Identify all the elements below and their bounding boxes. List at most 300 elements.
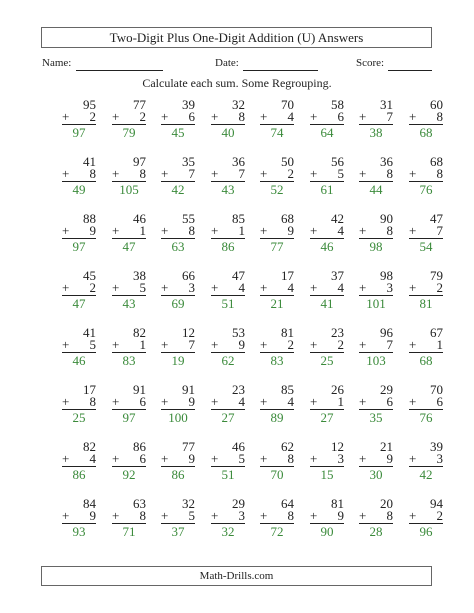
addend-value: 8 — [386, 166, 393, 181]
addend-value: 7 — [188, 337, 195, 352]
problem-4-7 — [353, 270, 393, 310]
answer: 43 — [221, 182, 235, 197]
addend-bottom — [106, 510, 146, 522]
addend-top: 39 — [182, 97, 195, 112]
answer: 25 — [72, 410, 86, 425]
addend-top: 79 — [430, 268, 443, 283]
date-label: Date: — [215, 57, 239, 69]
instructions: Calculate each sum. Some Regrouping. — [142, 76, 332, 90]
addend-value: 7 — [386, 337, 393, 352]
addend-value: 2 — [139, 109, 146, 124]
addend-value: 4 — [287, 109, 294, 124]
addend-top: 88 — [83, 211, 96, 226]
addend-bottom — [353, 453, 393, 465]
answer: 83 — [122, 353, 136, 368]
problem-2-7 — [353, 156, 393, 196]
addend-bottom — [403, 225, 443, 237]
addend-value: 1 — [139, 223, 146, 238]
addend-value: 2 — [89, 280, 96, 295]
plus-sign: + — [409, 109, 417, 124]
addend-top: 41 — [83, 154, 96, 169]
problem-2-4 — [205, 156, 245, 196]
answer: 97 — [72, 239, 86, 254]
addend-value: 5 — [188, 508, 195, 523]
answer: 97 — [72, 125, 86, 140]
plus-sign: + — [112, 280, 120, 295]
addend-bottom — [106, 168, 146, 180]
addend-value: 2 — [337, 337, 344, 352]
addend-value: 5 — [139, 280, 146, 295]
addend-value: 6 — [386, 394, 393, 409]
plus-sign: + — [310, 508, 318, 523]
answer: 68 — [419, 353, 433, 368]
addend-top: 82 — [83, 439, 96, 454]
addend-value: 4 — [238, 280, 245, 295]
problem-8-5 — [254, 498, 294, 538]
score-label: Score: — [356, 57, 385, 69]
addend-bottom — [254, 453, 294, 465]
problem-4-5 — [254, 270, 294, 310]
plus-sign: + — [359, 223, 367, 238]
addend-top: 70 — [281, 97, 294, 112]
plus-sign: + — [409, 451, 417, 466]
addend-top: 81 — [331, 496, 344, 511]
answer: 45 — [171, 125, 185, 140]
answer: 51 — [221, 467, 235, 482]
addend-top: 90 — [380, 211, 393, 226]
answer: 101 — [366, 296, 386, 311]
addend-bottom — [56, 396, 96, 408]
addend-top: 66 — [182, 268, 195, 283]
plus-sign: + — [62, 223, 70, 238]
addend-bottom — [304, 168, 344, 180]
addend-bottom — [56, 168, 96, 180]
addend-top: 70 — [430, 382, 443, 397]
answer: 96 — [419, 524, 433, 539]
addend-value: 7 — [238, 166, 245, 181]
addend-value: 5 — [89, 337, 96, 352]
problem-1-2 — [106, 99, 146, 139]
addend-bottom — [155, 396, 195, 408]
addend-bottom — [106, 225, 146, 237]
addend-value: 5 — [238, 451, 245, 466]
problem-3-8 — [403, 213, 443, 253]
plus-sign: + — [112, 451, 120, 466]
addend-bottom — [403, 510, 443, 522]
addend-top: 47 — [232, 268, 245, 283]
addend-bottom — [205, 282, 245, 294]
addend-top: 81 — [281, 325, 294, 340]
answer: 64 — [320, 125, 334, 140]
addend-value: 2 — [89, 109, 96, 124]
problem-6-7 — [353, 384, 393, 424]
addend-top: 67 — [430, 325, 443, 340]
addend-bottom — [205, 396, 245, 408]
addend-top: 68 — [281, 211, 294, 226]
plus-sign: + — [112, 394, 120, 409]
addend-bottom — [304, 396, 344, 408]
addend-bottom — [254, 396, 294, 408]
problem-6-5 — [254, 384, 294, 424]
problem-5-1 — [56, 327, 96, 367]
problem-2-5 — [254, 156, 294, 196]
addend-value: 4 — [287, 394, 294, 409]
addend-bottom — [205, 111, 245, 123]
plus-sign: + — [161, 451, 169, 466]
answer: 92 — [122, 467, 136, 482]
answer: 15 — [320, 467, 334, 482]
addend-top: 58 — [331, 97, 344, 112]
answer: 42 — [171, 182, 185, 197]
plus-sign: + — [62, 451, 70, 466]
answer: 100 — [168, 410, 188, 425]
addend-top: 63 — [133, 496, 146, 511]
plus-sign: + — [359, 394, 367, 409]
problem-7-2 — [106, 441, 146, 481]
answer: 61 — [320, 182, 334, 197]
answer: 76 — [419, 182, 433, 197]
addend-value: 3 — [436, 451, 443, 466]
problem-1-4 — [205, 99, 245, 139]
answer: 103 — [366, 353, 386, 368]
plus-sign: + — [409, 394, 417, 409]
problem-6-6 — [304, 384, 344, 424]
worksheet-title: Two-Digit Plus One-Digit Addition (U) Answers — [41, 27, 432, 48]
addend-value: 7 — [188, 166, 195, 181]
addend-value: 3 — [337, 451, 344, 466]
problem-7-4 — [205, 441, 245, 481]
addend-value: 9 — [89, 223, 96, 238]
addend-top: 56 — [331, 154, 344, 169]
problem-5-7 — [353, 327, 393, 367]
plus-sign: + — [409, 223, 417, 238]
plus-sign: + — [260, 280, 268, 295]
answer: 42 — [419, 467, 433, 482]
addend-bottom — [304, 339, 344, 351]
addend-top: 41 — [83, 325, 96, 340]
addend-top: 62 — [281, 439, 294, 454]
answer: 47 — [72, 296, 86, 311]
addend-value: 8 — [238, 109, 245, 124]
addend-top: 36 — [380, 154, 393, 169]
answer: 72 — [270, 524, 284, 539]
addend-value: 1 — [436, 337, 443, 352]
problem-1-1 — [56, 99, 96, 139]
addend-top: 45 — [83, 268, 96, 283]
addend-bottom — [254, 339, 294, 351]
plus-sign: + — [260, 394, 268, 409]
answer: 83 — [270, 353, 284, 368]
problem-4-8 — [403, 270, 443, 310]
addend-top: 97 — [133, 154, 146, 169]
addend-value: 9 — [188, 394, 195, 409]
plus-sign: + — [409, 508, 417, 523]
addend-bottom — [353, 510, 393, 522]
addend-top: 32 — [182, 496, 195, 511]
answer: 97 — [122, 410, 136, 425]
answer: 71 — [122, 524, 136, 539]
answer: 93 — [72, 524, 86, 539]
addend-top: 85 — [281, 382, 294, 397]
plus-sign: + — [112, 508, 120, 523]
addend-bottom — [106, 453, 146, 465]
addend-bottom — [155, 111, 195, 123]
addend-value: 2 — [436, 508, 443, 523]
plus-sign: + — [409, 166, 417, 181]
addend-bottom — [403, 111, 443, 123]
plus-sign: + — [260, 451, 268, 466]
answer: 46 — [320, 239, 334, 254]
addend-bottom — [106, 339, 146, 351]
addend-top: 29 — [232, 496, 245, 511]
addend-bottom — [106, 282, 146, 294]
problem-5-4 — [205, 327, 245, 367]
addend-value: 8 — [89, 166, 96, 181]
problem-6-2 — [106, 384, 146, 424]
addend-bottom — [106, 111, 146, 123]
plus-sign: + — [260, 508, 268, 523]
answer: 27 — [221, 410, 235, 425]
addend-bottom — [56, 510, 96, 522]
name-label: Name: — [42, 57, 72, 69]
addend-top: 23 — [331, 325, 344, 340]
problem-3-1 — [56, 213, 96, 253]
problem-5-8 — [403, 327, 443, 367]
addend-top: 12 — [182, 325, 195, 340]
addend-bottom — [155, 510, 195, 522]
addend-value: 3 — [188, 280, 195, 295]
problem-8-6 — [304, 498, 344, 538]
addend-top: 82 — [133, 325, 146, 340]
addend-bottom — [205, 225, 245, 237]
addend-value: 4 — [337, 223, 344, 238]
addend-value: 8 — [386, 508, 393, 523]
addend-value: 6 — [139, 394, 146, 409]
plus-sign: + — [112, 337, 120, 352]
addend-value: 8 — [89, 394, 96, 409]
problem-4-1 — [56, 270, 96, 310]
addend-bottom — [304, 111, 344, 123]
problem-3-3 — [155, 213, 195, 253]
addend-top: 17 — [83, 382, 96, 397]
addend-top: 77 — [133, 97, 146, 112]
addend-value: 2 — [287, 166, 294, 181]
addend-value: 1 — [238, 223, 245, 238]
problem-2-3 — [155, 156, 195, 196]
addend-top: 46 — [133, 211, 146, 226]
answer: 68 — [419, 125, 433, 140]
problem-8-7 — [353, 498, 393, 538]
addend-top: 21 — [380, 439, 393, 454]
addend-bottom — [254, 111, 294, 123]
plus-sign: + — [310, 109, 318, 124]
problem-2-6 — [304, 156, 344, 196]
answer: 32 — [221, 524, 235, 539]
answer: 77 — [270, 239, 284, 254]
addend-value: 8 — [386, 223, 393, 238]
addend-value: 6 — [139, 451, 146, 466]
addend-value: 4 — [337, 280, 344, 295]
addend-top: 68 — [430, 154, 443, 169]
plus-sign: + — [359, 166, 367, 181]
answer: 52 — [270, 182, 284, 197]
answer: 63 — [171, 239, 185, 254]
addend-value: 8 — [436, 166, 443, 181]
plus-sign: + — [62, 508, 70, 523]
addend-bottom — [304, 225, 344, 237]
addend-top: 91 — [182, 382, 195, 397]
plus-sign: + — [211, 508, 219, 523]
addend-top: 95 — [83, 97, 96, 112]
plus-sign: + — [310, 280, 318, 295]
answer: 30 — [369, 467, 383, 482]
addend-bottom — [304, 282, 344, 294]
problem-6-1 — [56, 384, 96, 424]
addend-top: 42 — [331, 211, 344, 226]
problem-3-4 — [205, 213, 245, 253]
addend-top: 84 — [83, 496, 96, 511]
addend-value: 9 — [287, 223, 294, 238]
addend-top: 26 — [331, 382, 344, 397]
problem-7-6 — [304, 441, 344, 481]
plus-sign: + — [359, 109, 367, 124]
addend-bottom — [155, 453, 195, 465]
plus-sign: + — [161, 223, 169, 238]
addend-bottom — [205, 510, 245, 522]
addend-bottom — [56, 282, 96, 294]
addend-value: 9 — [238, 337, 245, 352]
addend-value: 3 — [386, 280, 393, 295]
addend-value: 8 — [287, 508, 294, 523]
addend-bottom — [254, 510, 294, 522]
answer: 19 — [171, 353, 185, 368]
addend-bottom — [403, 396, 443, 408]
plus-sign: + — [310, 223, 318, 238]
problem-8-2 — [106, 498, 146, 538]
answer: 90 — [320, 524, 334, 539]
addend-bottom — [403, 282, 443, 294]
problem-3-6 — [304, 213, 344, 253]
problem-8-1 — [56, 498, 96, 538]
addend-top: 36 — [232, 154, 245, 169]
addend-value: 6 — [188, 109, 195, 124]
addend-value: 8 — [139, 508, 146, 523]
addend-top: 77 — [182, 439, 195, 454]
addend-bottom — [353, 339, 393, 351]
plus-sign: + — [211, 280, 219, 295]
addend-value: 9 — [337, 508, 344, 523]
answer: 37 — [171, 524, 185, 539]
problem-6-4 — [205, 384, 245, 424]
addend-value: 8 — [287, 451, 294, 466]
addend-value: 2 — [287, 337, 294, 352]
answer: 27 — [320, 410, 334, 425]
problem-5-6 — [304, 327, 344, 367]
plus-sign: + — [62, 337, 70, 352]
answer: 81 — [419, 296, 433, 311]
plus-sign: + — [310, 394, 318, 409]
plus-sign: + — [359, 337, 367, 352]
addend-value: 5 — [337, 166, 344, 181]
problem-3-5 — [254, 213, 294, 253]
plus-sign: + — [62, 394, 70, 409]
answer: 70 — [270, 467, 284, 482]
addend-bottom — [56, 225, 96, 237]
plus-sign: + — [359, 280, 367, 295]
problem-3-7 — [353, 213, 393, 253]
answer: 38 — [369, 125, 383, 140]
answer: 79 — [122, 125, 136, 140]
addend-value: 7 — [386, 109, 393, 124]
addend-top: 47 — [430, 211, 443, 226]
problem-4-3 — [155, 270, 195, 310]
problem-2-1 — [56, 156, 96, 196]
addend-bottom — [254, 225, 294, 237]
addend-value: 4 — [287, 280, 294, 295]
addend-top: 86 — [133, 439, 146, 454]
problem-7-5 — [254, 441, 294, 481]
addend-bottom — [403, 453, 443, 465]
problem-4-6 — [304, 270, 344, 310]
problem-7-3 — [155, 441, 195, 481]
addend-bottom — [106, 396, 146, 408]
answer: 25 — [320, 353, 334, 368]
answer: 105 — [119, 182, 139, 197]
answer: 54 — [419, 239, 433, 254]
addend-value: 1 — [337, 394, 344, 409]
addend-bottom — [155, 282, 195, 294]
addend-top: 91 — [133, 382, 146, 397]
answer: 49 — [72, 182, 86, 197]
answer: 28 — [369, 524, 383, 539]
answer: 35 — [369, 410, 383, 425]
addend-value: 6 — [337, 109, 344, 124]
plus-sign: + — [112, 223, 120, 238]
problem-8-3 — [155, 498, 195, 538]
addend-top: 31 — [380, 97, 393, 112]
addend-bottom — [353, 111, 393, 123]
plus-sign: + — [211, 337, 219, 352]
addend-value: 8 — [436, 109, 443, 124]
addend-top: 53 — [232, 325, 245, 340]
addend-bottom — [254, 282, 294, 294]
addend-top: 60 — [430, 97, 443, 112]
addend-top: 12 — [331, 439, 344, 454]
addend-bottom — [353, 282, 393, 294]
addend-value: 8 — [139, 166, 146, 181]
problem-3-2 — [106, 213, 146, 253]
plus-sign: + — [211, 451, 219, 466]
footer: Math-Drills.com — [41, 566, 432, 586]
addend-bottom — [56, 453, 96, 465]
addend-top: 29 — [380, 382, 393, 397]
plus-sign: + — [409, 280, 417, 295]
plus-sign: + — [161, 394, 169, 409]
addend-value: 7 — [436, 223, 443, 238]
addend-value: 4 — [89, 451, 96, 466]
plus-sign: + — [211, 394, 219, 409]
plus-sign: + — [260, 223, 268, 238]
plus-sign: + — [359, 508, 367, 523]
answer: 62 — [221, 353, 235, 368]
plus-sign: + — [310, 166, 318, 181]
addend-top: 50 — [281, 154, 294, 169]
plus-sign: + — [310, 451, 318, 466]
problem-5-2 — [106, 327, 146, 367]
addend-top: 35 — [182, 154, 195, 169]
plus-sign: + — [62, 280, 70, 295]
addend-value: 2 — [436, 280, 443, 295]
